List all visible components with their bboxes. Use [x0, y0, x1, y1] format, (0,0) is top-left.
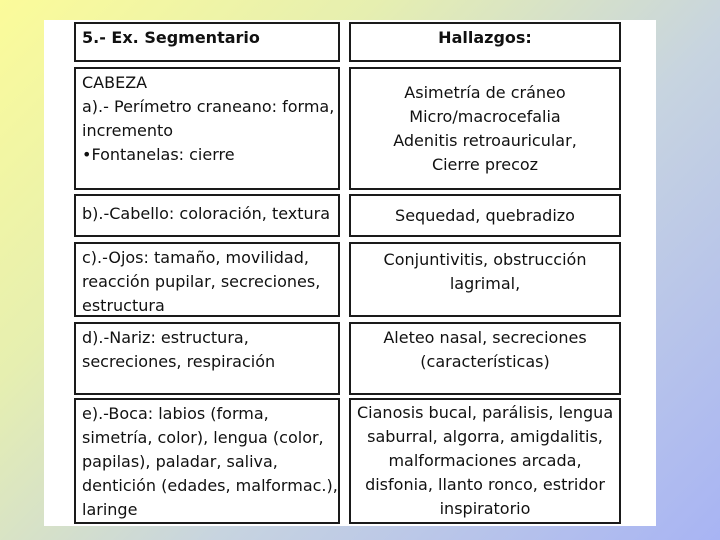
row-text-line: estructura — [82, 296, 165, 315]
header-exam-label: 5.- Ex. Segmentario — [82, 28, 260, 47]
slide-table — [44, 20, 656, 526]
row-nose-findings — [349, 322, 621, 395]
row-text-line: Cianosis bucal, parálisis, lengua — [357, 403, 614, 422]
row-text-line: Cierre precoz — [431, 154, 539, 174]
row-text-line: •Fontanelas: cierre — [82, 145, 235, 164]
row-head-exam — [74, 67, 340, 190]
row-eyes-findings — [349, 242, 621, 317]
row-mouth-findings — [349, 398, 621, 524]
row-text-line: saburral, algorra, amigdalitis, — [367, 427, 603, 446]
row-text-line: Sequedad, quebradizo — [395, 205, 575, 225]
row-text-line: lagrimal, — [449, 274, 521, 293]
row-text-line: b).-Cabello: coloración, textura — [82, 204, 331, 223]
header-exam-cell — [74, 22, 340, 62]
row-text-line: secreciones, respiración — [82, 352, 276, 371]
row-text-line: reacción pupilar, secreciones, — [82, 272, 321, 291]
row-text-line: laringe — [82, 500, 138, 519]
row-head-findings — [349, 67, 621, 190]
row-text-line: incremento — [82, 121, 174, 140]
row-text-line: a).- Perímetro craneano: forma, — [82, 97, 335, 116]
row-text-line: simetría, color), lengua (color, — [82, 428, 324, 447]
row-text-line: papilas), paladar, saliva, — [82, 452, 278, 471]
row-text-line: Conjuntivitis, obstrucción — [383, 250, 587, 269]
row-text-line: Asimetría de cráneo — [404, 82, 566, 102]
row-nose-exam — [74, 322, 340, 395]
row-mouth-exam — [74, 398, 340, 524]
row-text-line: (características) — [420, 352, 550, 371]
header-findings-cell — [349, 22, 621, 62]
row-text-line: malformaciones arcada, — [388, 451, 582, 470]
row-text-line: Micro/macrocefalia — [409, 106, 561, 126]
row-eyes-exam — [74, 242, 340, 317]
row-text-line: dentición (edades, malformac.), — [82, 476, 338, 495]
row-text-line: CABEZA — [82, 73, 148, 92]
header-findings-label: Hallazgos: — [438, 28, 532, 47]
row-text-line: e).-Boca: labios (forma, — [82, 404, 269, 423]
row-text-line: inspiratorio — [439, 499, 531, 518]
row-hair-exam — [74, 194, 340, 237]
row-text-line: c).-Ojos: tamaño, movilidad, — [82, 248, 309, 267]
row-text-line: d).-Nariz: estructura, — [82, 328, 249, 347]
row-text-line: Adenitis retroauricular, — [393, 130, 577, 150]
row-text-line: Aleteo nasal, secreciones — [383, 328, 587, 347]
row-hair-findings — [349, 194, 621, 237]
row-text-line: disfonia, llanto ronco, estridor — [365, 475, 605, 494]
